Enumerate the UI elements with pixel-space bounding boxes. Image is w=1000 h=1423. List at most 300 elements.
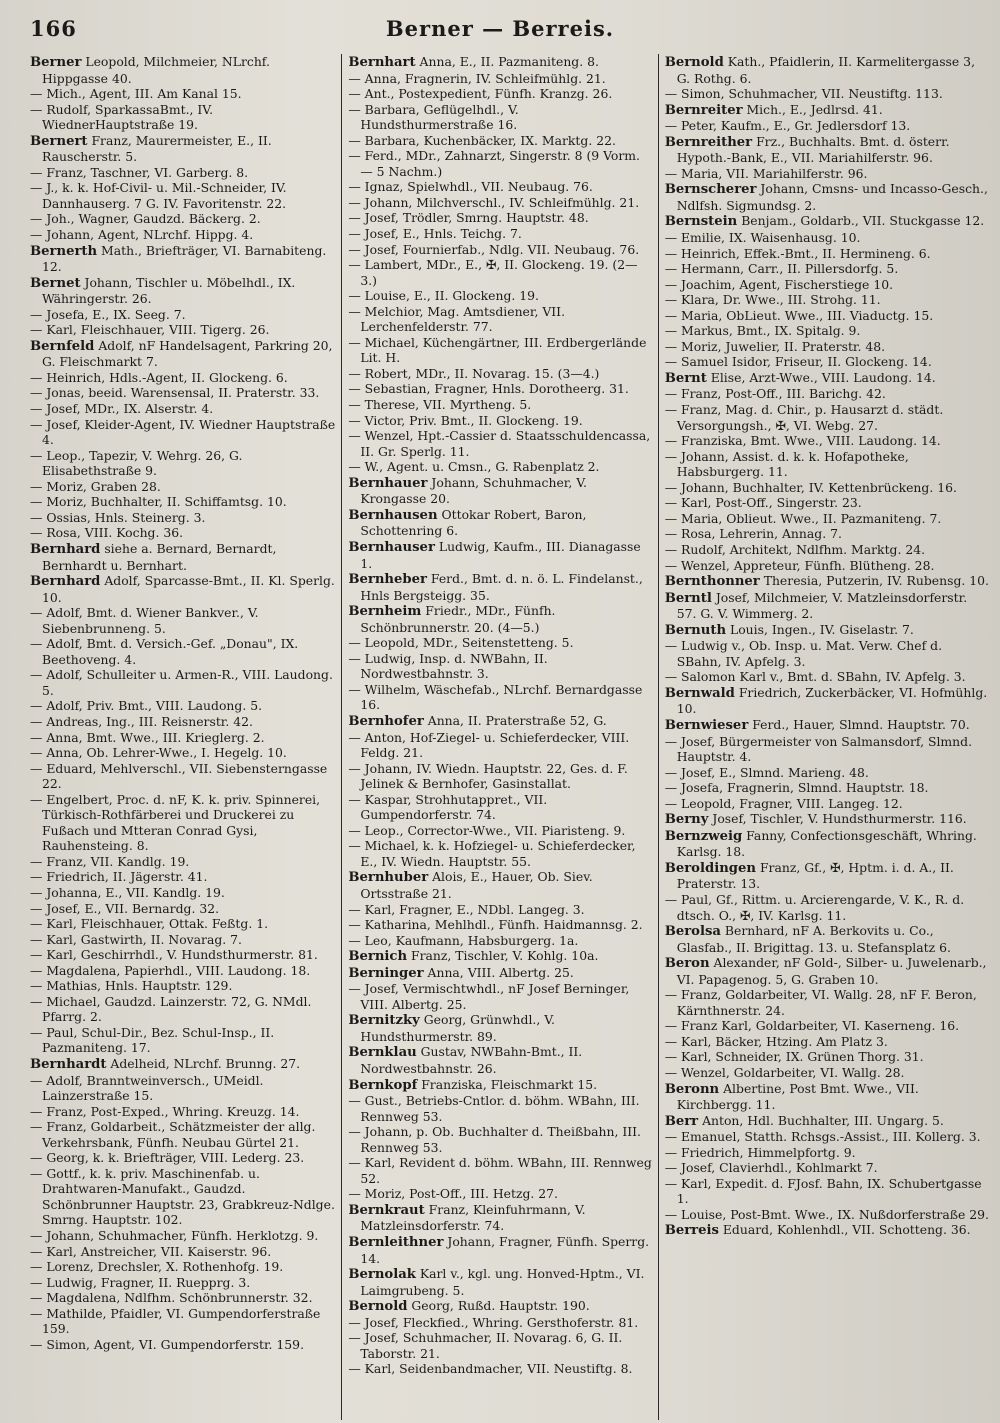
directory-entry [30,1056,337,1073]
entry-surname: Bernwald [664,685,735,701]
entry-surname: Bernkopf [348,1077,418,1093]
directory-entry [665,717,990,734]
entry-text: Bernhard, nF A. Berkovits u. Co., Glasfab., II. Brigittag. 13. u. Stefansplatz 6. [676,923,951,955]
entry-text: Math., Briefträger, VI. Barnabiteng. 12. [42,242,327,275]
entry-surname: Bernolak [348,1267,416,1283]
entry-surname: Bernhofer [348,713,424,729]
directory-entry [665,860,990,892]
directory-entry [665,1081,990,1113]
directory-entry [348,1124,653,1155]
entry-text: Adolf, nF Handelsagent, Parkring 20, G. Fleischmarkt 7. [42,337,333,370]
directory-entry [665,734,990,765]
directory-entry [665,1049,990,1065]
entry-text: — Karl, Fleischhauer, VIII. Tigerg. 26. [30,322,270,338]
directory-entry [665,828,990,860]
entry-text: — Moriz, Buchhalter, II. Schiffamtsg. 10. [30,494,287,510]
directory-entry [30,636,337,667]
directory-entry [665,1176,990,1207]
entry-text: — Johann, Assist. d. k. k. Hofapotheke, Habsburgerg. 11. [664,448,909,480]
entry-surname: Bernkraut [348,1202,425,1218]
entry-text: — Franz, Post-Off., III. Barichg. 42. [664,386,886,402]
entry-text: — Anna, Bmt. Wwe., III. Krieglerg. 2. [30,729,265,745]
directory-entry [30,667,337,698]
directory-entry [30,180,337,211]
entry-text: — Johann, IV. Wiedn. Hauptstr. 22, Ges. d. F. Jelinek & Bernhofer, Gasinstallat. [348,760,628,792]
entry-text: — Moriz, Graben 28. [30,478,161,494]
entry-text: Johann, Cmsns- und Incasso-Gesch., Ndlfsh. Sigmundsg. 2. [676,181,988,213]
entry-text: — Karl, Fleischhauer, Ottak. Feßtg. 1. [30,916,269,932]
directory-entry [665,308,990,324]
entry-text: — Josef, Trödler, Smrng. Hauptstr. 48. [348,210,589,226]
entry-surname: Bernhauser [348,539,435,555]
directory-entry [665,955,990,987]
directory-entry [665,402,990,433]
directory-entry [665,118,990,134]
directory-entry [30,385,337,401]
entry-text: — Barbara, Kuchenbäcker, IX. Marktg. 22. [348,132,616,148]
entry-text: Elise, Arzt-Wwe., VIII. Laudong. 14. [706,369,936,385]
directory-entry [665,102,990,119]
entry-text: — Rudolf, Architekt, Ndlfhm. Marktg. 24. [664,541,926,557]
directory-entry [665,292,990,308]
entry-surname: Beron [664,956,710,972]
entry-text: — Paul, Gf., Rittm. u. Arcierengarde, V. K., R. d. dtsch. O., ✠, IV. Karlsg. 11. [664,891,965,923]
entry-text: — Karl, Anstreicher, VII. Kaiserstr. 96. [30,1243,272,1259]
entry-surname: Beronn [664,1081,720,1097]
entry-text: Friedr., MDr., Fünfh. Schönbrunnerstr. 20. (4—5.) [360,603,556,635]
entry-surname: Bernleithner [348,1235,444,1251]
directory-entry [665,685,990,717]
entry-text: — Rudolf, SparkassaBmt., IV. WiednerHauptstraße 19. [30,101,214,133]
directory-entry [665,796,990,812]
directory-entry [30,1275,337,1291]
directory-entry [665,511,990,527]
entry-text: — Wilhelm, Wäschefab., NLrchf. Bernardgasse 16. [348,681,643,713]
entry-text: — Heinrich, Effek.-Bmt., II. Hermineng. 6. [664,245,931,261]
directory-entry [348,475,653,507]
entry-text: Georg, Rußd. Hauptstr. 190. [407,1298,590,1314]
entry-text: — Heinrich, Hdls.-Agent, II. Glockeng. 6. [30,369,288,385]
entry-surname: Bernet [30,275,81,291]
directory-entry [348,902,653,918]
directory-entry [348,71,653,87]
directory-entry [348,1077,653,1094]
entry-text: Adolf, Sparcasse-Bmt., II. Kl. Sperlg. 10. [42,573,335,605]
directory-entry [348,54,653,71]
entry-text: — Josef, E., Slmnd. Marieng. 48. [664,764,869,780]
directory-entry [665,1160,990,1176]
entry-text: — Karl, Seidenbandmacher, VII. Neustiftg. 8. [348,1361,633,1377]
entry-surname: Bernitzky [348,1013,420,1029]
entry-text: — Friedrich, II. Jägerstr. 41. [30,869,208,885]
directory-entry [348,1330,653,1361]
entry-text: — Johann, Buchhalter, IV. Kettenbrückeng. 16. [664,479,957,495]
entry-text: — Wenzel, Appreteur, Fünfh. Blütheng. 28. [664,557,935,573]
entry-text: — Ant., Postexpedient, Fünfh. Kranzg. 26. [348,86,613,102]
directory-entry [30,541,337,573]
entry-surname: Berreis [664,1223,719,1239]
directory-entry [30,885,337,901]
entry-text: Franz, Maurermeister, E., II. Rauscherstr. 5. [42,132,272,165]
entry-text: — Karl, Revident d. böhm. WBahn, III. Rennweg 52. [348,1155,652,1186]
entry-text: Johann, Schuhmacher, V. Krongasse 20. [360,474,587,507]
entry-text: — Karl, Bäcker, Htzing. Am Platz 3. [664,1033,888,1049]
entry-text: — Salomon Karl v., Bmt. d. SBahn, IV. Apfelg. 3. [664,669,966,685]
directory-entry [348,304,653,335]
entry-text: — Karl, Post-Off., Singerstr. 23. [664,495,862,511]
entry-text: Eduard, Kohlenhdl., VII. Schotteng. 36. [718,1222,971,1238]
directory-entry [665,780,990,796]
directory-entry [30,1104,337,1120]
directory-entry [30,1290,337,1306]
entry-text: — Josef, MDr., IX. Alserstr. 4. [30,401,214,417]
entry-text: — Georg, k. k. Briefträger, VIII. Lederg. 23. [30,1150,305,1166]
entry-text: — Josef, E., Hnls. Teichg. 7. [348,226,522,242]
entry-text: — Franz, VII. Kandlg. 19. [30,853,190,869]
directory-entry [348,1155,653,1186]
directory-entry [348,381,653,397]
entry-text: — Magdalena, Papierhdl., VIII. Laudong. 18. [30,962,311,978]
entry-surname: Bernert [30,133,88,149]
directory-entry [348,1044,653,1076]
directory-entry [348,948,653,965]
entry-text: Franz, Tischler, V. Kohlg. 10a. [407,948,599,964]
directory-entry [665,573,990,590]
directory-entry [348,86,653,102]
entry-text: Anna, E., II. Pazmaniteng. 8. [415,54,599,69]
directory-entry [348,823,653,839]
entry-text: Karl v., kgl. ung. Honved-Hptm., VI. Laimgrubeng. 5. [360,1266,645,1298]
entry-text: — W., Agent. u. Cmsn., G. Rabenplatz 2. [348,459,600,475]
directory-entry [30,605,337,636]
directory-entry [348,682,653,713]
entry-text: — Ludwig, Insp. d. NWBahn, II. Nordwestbahnstr. 3. [348,650,548,682]
directory-entry [348,651,653,682]
directory-entry [665,1113,990,1130]
directory-entry [348,1012,653,1044]
entry-text: — Anna, Ob. Lehrer-Wwe., I. Hegelg. 10. [30,745,287,761]
directory-entry [665,987,990,1018]
entry-surname: Berner [30,55,82,70]
directory-entry [30,869,337,885]
entry-text: — Johanna, E., VII. Kandlg. 19. [30,884,225,900]
entry-text: Anna, VIII. Albertg. 25. [423,964,574,980]
directory-columns [30,54,990,1420]
directory-entry [348,792,653,823]
directory-entry [348,539,653,571]
entry-surname: Bernfeld [30,338,95,354]
directory-entry [348,838,653,869]
entry-surname: Bernreiter [664,102,743,118]
directory-entry [665,1018,990,1034]
entry-text: — Klara, Dr. Wwe., III. Strohg. 11. [664,292,881,308]
directory-entry [348,133,653,149]
entry-text: — Anna, Fragnerin, IV. Schleifmühlg. 21. [348,70,606,86]
directory-entry [348,257,653,288]
entry-text: — Jonas, beeid. Warensensal, II. Praterstr. 33. [30,385,320,401]
directory-entry [30,1228,337,1244]
entry-surname: Bernold [664,55,724,70]
entry-text: — Louise, E., II. Glockeng. 19. [348,288,539,304]
entry-text: — Robert, MDr., II. Novarag. 15. (3—4.) [348,365,600,381]
directory-entry [348,242,653,258]
entry-surname: Bernthonner [664,574,760,590]
entry-surname: Berny [664,812,709,828]
entry-surname: Bernscherer [664,182,757,198]
column-1 [30,54,341,1420]
entry-text: — Markus, Bmt., IX. Spitalg. 9. [664,323,861,339]
directory-entry [665,181,990,213]
entry-text: — Ignaz, Spielwhdl., VII. Neubaug. 76. [348,179,593,195]
entry-text: — Hermann, Carr., II. Pillersdorfg. 5. [664,261,899,277]
directory-entry [30,1259,337,1275]
directory-entry [30,165,337,181]
directory-entry [348,428,653,459]
entry-text: — Lorenz, Drechsler, X. Rothenhofg. 19. [30,1259,284,1275]
entry-text: Josef, Tischler, V. Hundsthurmerstr. 116. [708,811,967,827]
entry-text: Alois, E., Hauer, Ob. Siev. Ortsstraße 21. [360,869,593,901]
directory-entry [30,745,337,761]
directory-entry [348,210,653,226]
entry-text: — Gust., Betriebs-Cntlor. d. böhm. WBahn, III. Rennweg 53. [348,1093,640,1124]
entry-text: — Engelbert, Proc. d. nF, K. k. priv. Spinnerei, Türkisch-Rothfärberei und Druckerei zu Fußach und Mtteran Conrad Gysi, Rauhensteing. 8. [30,791,321,854]
entry-text: — Moriz, Juwelier, II. Praterstr. 48. [664,338,886,354]
directory-entry [348,1266,653,1298]
directory-entry [348,1298,653,1315]
entry-text: — Peter, Kaufm., E., Gr. Jedlersdorf 13. [664,118,911,134]
directory-entry [348,635,653,651]
directory-entry [30,275,337,307]
entry-surname: Beroldingen [664,860,756,876]
entry-text: Johann, Tischler u. Möbelhdl., IX. Währingerstr. 26. [42,274,296,307]
entry-text: — Josef, Fleckfied., Whring. Gersthoferstr. 81. [348,1314,639,1330]
directory-entry [665,54,990,86]
entry-text: — Katharina, Mehlhdl., Fünfh. Haidmannsg. 2. [348,917,643,933]
directory-entry [30,1306,337,1337]
directory-entry [348,507,653,539]
directory-entry [30,102,337,133]
directory-entry [665,323,990,339]
entry-text: — Josef, Kleider-Agent, IV. Wiedner Hauptstraße 4. [30,416,336,448]
directory-entry [30,322,337,338]
entry-text: — Karl, Expedit. d. FJosf. Bahn, IX. Schubertgasse 1. [664,1175,982,1207]
directory-entry [30,792,337,854]
page-number: 166 [30,16,77,41]
entry-text: Louis, Ingen., IV. Giselastr. 7. [726,621,914,637]
entry-text: — Maria, Oblieut. Wwe., II. Pazmaniteng. 7. [664,510,942,526]
entry-text: Georg, Grünwhdl., V. Hundsthurmerstr. 89. [360,1012,555,1044]
directory-entry [348,730,653,761]
entry-text: — Josef, Vermischtwhdl., nF Josef Berninger, VIII. Albertg. 25. [348,981,630,1012]
entry-text: — Maria, VII. Mariahilferstr. 96. [664,165,868,181]
entry-text: — Moriz, Post-Off., III. Hetzg. 27. [348,1186,558,1202]
entry-text: — Franz, Mag. d. Chir., p. Hausarzt d. städt. Versorgungsh., ✠, VI. Webg. 27. [664,402,944,433]
directory-entry [665,669,990,685]
entry-text: — Johann, Schuhmacher, Fünfh. Herklotzg. 9. [30,1228,319,1244]
directory-entry [30,133,337,165]
directory-entry [30,573,337,605]
entry-text: — Lambert, MDr., E., ✠, II. Glockeng. 19. (2—3.) [348,257,638,288]
entry-surname: Bernhard [30,574,101,590]
entry-text: Ludwig, Kaufm., III. Dianagasse 1. [360,538,641,571]
entry-surname: Bernuth [664,622,727,638]
directory-entry [348,1315,653,1331]
entry-text: — Adolf, Branntweinversch., UMeidl. Lainzerstraße 15. [30,1072,264,1104]
entry-text: — Adolf, Priv. Bmt., VIII. Laudong. 5. [30,698,263,714]
entry-text: — Ludwig, Fragner, II. Ruepprg. 3. [30,1274,251,1290]
entry-text: — Johann, Agent, NLrchf. Hippg. 4. [30,227,254,243]
directory-entry [30,714,337,730]
directory-entry [348,366,653,382]
directory-entry [665,386,990,402]
directory-entry [30,947,337,963]
entry-text: — Mathias, Hnls. Hauptstr. 129. [30,978,233,994]
directory-entry [30,307,337,323]
entry-text: siehe a. Bernard, Bernardt, Bernhardt u. Bernhart. [42,540,277,573]
directory-entry [30,525,337,541]
directory-entry [665,590,990,622]
directory-entry [30,417,337,448]
entry-text: Theresia, Putzerin, IV. Rubensg. 10. [759,573,989,589]
entry-text: — Maria, ObLieut. Wwe., III. Viaductg. 15. [664,307,934,323]
entry-text: — Josefa, Fragnerin, Slmnd. Hauptstr. 18. [664,780,929,796]
entry-surname: Bernhart [348,55,416,70]
entry-text: — Simon, Agent, VI. Gumpendorferstr. 159. [30,1336,305,1352]
directory-entry [665,622,990,639]
entry-text: Franziska, Fleischmarkt 15. [417,1076,598,1092]
entry-text: Franz, Kleinfuhrmann, V. Matzleinsdorferstr. 74. [360,1201,586,1234]
entry-text: — Gottf., k. k. priv. Maschinenfab. u. Drahtwaren-Manufakt., Gaudzd. Schönbrunner Hauptstr. 23, Grabkreuz-Ndlge. Smrng. Hauptstr. 102. [30,1165,335,1228]
entry-surname: Bernwieser [664,717,749,733]
entry-text: Benjam., Goldarb., VII. Stuckgasse 12. [737,213,985,229]
directory-entry [30,932,337,948]
entry-surname: Bernreither [664,134,753,150]
directory-entry [348,965,653,982]
directory-entry [30,227,337,243]
entry-text: — Ferd., MDr., Zahnarzt, Singerstr. 8 (9 Vorm. — 5 Nachm.) [348,148,640,179]
entry-text: — Joh., Wagner, Gaudzd. Bäckerg. 2. [30,211,261,227]
entry-text: — Josef, Schuhmacher, II. Novarag. 6, G. II. Taborstr. 21. [348,1330,623,1361]
entry-text: — Franz Karl, Goldarbeiter, VI. Kaserneng. 16. [664,1018,960,1034]
entry-text: — Leopold, Fragner, VIII. Langeg. 12. [664,795,903,811]
entry-text: Ferd., Hauer, Slmnd. Hauptstr. 70. [748,716,970,732]
directory-entry [30,479,337,495]
entry-text: — Wenzel, Goldarbeiter, VI. Wallg. 28. [664,1065,905,1080]
entry-surname: Bernklau [348,1045,417,1061]
directory-entry [665,433,990,449]
directory-entry [665,1129,990,1145]
entry-text: — Josefa, E., IX. Seeg. 7. [30,306,186,322]
directory-entry [665,811,990,828]
directory-entry [30,994,337,1025]
directory-entry [30,1073,337,1104]
directory-entry [348,102,653,133]
directory-entry [30,370,337,386]
entry-text: — Johann, p. Ob. Buchhalter d. Theißbahn, III. Rennweg 53. [348,1124,641,1155]
entry-text: — Franz, Taschner, VI. Garberg. 8. [30,164,249,180]
column-3 [659,54,990,1420]
entry-text: Leopold, Milchmeier, NLrchf. Hippgasse 40. [42,54,270,86]
directory-entry [348,603,653,635]
directory-entry [665,1065,990,1081]
directory-entry [348,148,653,179]
directory-entry [665,339,990,355]
directory-entry [348,933,653,949]
entry-text: Franz, Gf., ✠, Hptm. i. d. A., II. Praterstr. 13. [676,859,954,892]
column-2 [342,54,657,1420]
entry-text: Gustav, NWBahn-Bmt., II. Nordwestbahnstr. 26. [360,1044,583,1076]
entry-text: — Mathilde, Pfaidler, VI. Gumpendorferstraße 159. [30,1305,321,1337]
directory-entry [665,1207,990,1223]
entry-text: — Anton, Hof-Ziegel- u. Schieferdecker, VIII. Feldg. 21. [348,729,630,761]
directory-entry [665,542,990,558]
entry-text: — Franz, Goldarbeit., Schätzmeister der allg. Verkehrsbank, Fünfh. Neubau Gürtel 21. [30,1119,316,1150]
directory-entry [348,1361,653,1377]
entry-text: — Kaspar, Strohhutappret., VII. Gumpendorferstr. 74. [348,791,548,823]
directory-entry [30,1150,337,1166]
running-head: Berner — Berreis. [385,16,615,41]
directory-entry [348,869,653,901]
entry-text: — Rosa, Lehrerin, Annag. 7. [664,526,842,542]
entry-text: — Adolf, Bmt. d. Wiener Bankver., V. Siebenbrunneng. 5. [30,605,259,636]
entry-surname: Bernheber [348,572,427,588]
entry-text: Anton, Hdl. Buchhalter, III. Ungarg. 5. [698,1112,944,1128]
entry-text: — Leo, Kaufmann, Habsburgerg. 1a. [348,932,579,948]
directory-entry [348,226,653,242]
directory-entry [665,261,990,277]
entry-text: — Ossias, Hnls. Steinerg. 3. [30,509,206,525]
directory-entry [30,54,337,86]
entry-surname: Bernich [348,949,408,965]
entry-text: — Karl, Fragner, E., NDbl. Langeg. 3. [348,901,585,917]
entry-surname: Bernhauer [348,475,428,491]
directory-entry [30,448,337,479]
entry-text: — Emanuel, Statth. Rchsgs.-Assist., III. Kollerg. 3. [664,1129,981,1145]
directory-entry [348,459,653,475]
directory-entry [348,1093,653,1124]
directory-entry [30,1244,337,1260]
directory-entry [30,338,337,370]
directory-entry [348,179,653,195]
entry-text: Ferd., Bmt. d. n. ö. L. Findelanst., Hnls Bergsteigg. 35. [360,571,643,603]
directory-entry [30,494,337,510]
directory-entry [665,449,990,480]
entry-text: — Ludwig v., Ob. Insp. u. Mat. Verw. Chef d. SBahn, IV. Apfelg. 3. [664,638,943,669]
directory-entry [665,638,990,669]
directory-entry [30,1119,337,1150]
page-header [0,0,1000,46]
directory-entry [348,713,653,730]
entry-text: — Franz, Goldarbeiter, VI. Wallg. 28, nF F. Beron, Kärnthnerstr. 24. [664,987,977,1018]
directory-entry [30,86,337,102]
directory-entry [348,1186,653,1202]
directory-entry [30,730,337,746]
entry-text: — Karl, Schneider, IX. Grünen Thorg. 31. [664,1049,924,1065]
entry-text: Fanny, Confectionsgeschäft, Whring. Karlsg. 18. [676,827,977,860]
entry-text: — Leop., Corrector-Wwe., VII. Piaristeng. 9. [348,822,626,838]
entry-surname: Berolsa [664,924,721,940]
entry-text: — Josef, Fournierfab., Ndlg. VII. Neubaug. 76. [348,241,640,257]
directory-entry [30,1166,337,1228]
directory-entry [30,243,337,275]
entry-surname: Berr [664,1113,699,1129]
entry-text: — Melchior, Mag. Amtsdiener, VII. Lerchenfelderstr. 77. [348,303,566,335]
directory-entry [665,765,990,781]
directory-entry [30,963,337,979]
entry-text: — Paul, Schul-Dir., Bez. Schul-Insp., II. Pazmaniteng. 17. [30,1024,275,1056]
directory-entry [348,761,653,792]
directory-entry [348,1234,653,1266]
